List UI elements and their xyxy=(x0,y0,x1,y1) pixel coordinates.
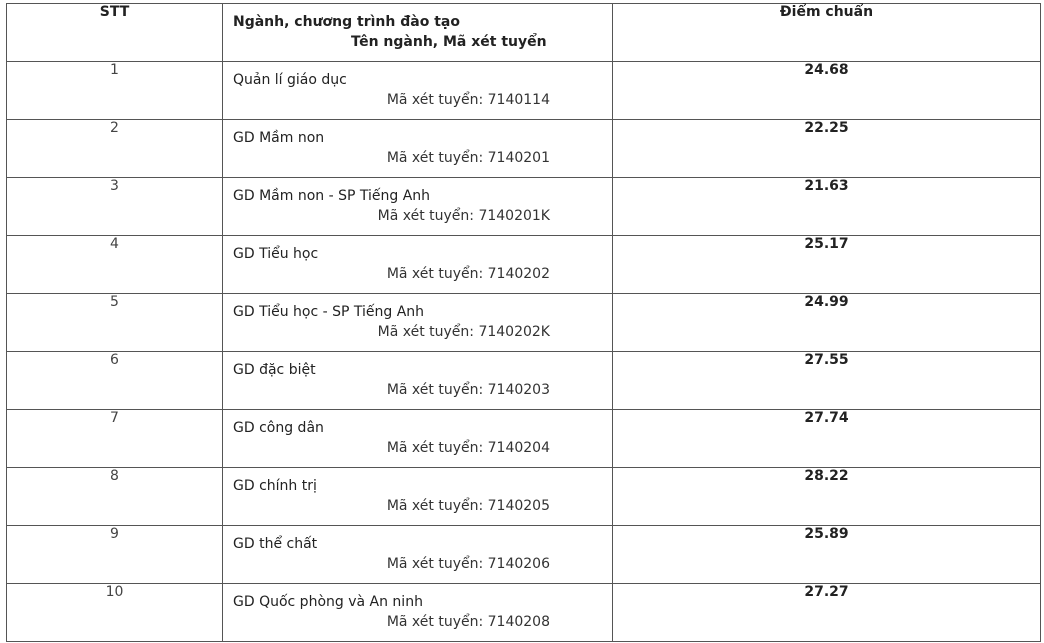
table-row xyxy=(7,410,1041,468)
stt-cell: 10 xyxy=(7,584,223,642)
table-row xyxy=(7,236,1041,294)
stt-cell: 3 xyxy=(7,178,223,236)
score-cell: 27.55 xyxy=(613,352,1041,410)
stt-cell: 7 xyxy=(7,410,223,468)
score-cell: 28.22 xyxy=(613,468,1041,526)
program-code: Mã xét tuyển: 7140202K xyxy=(377,324,550,340)
score-cell: 21.63 xyxy=(613,178,1041,236)
stt-cell: 4 xyxy=(7,236,223,294)
program-code: Mã xét tuyển: 7140203 xyxy=(386,382,550,398)
program-cell xyxy=(223,62,613,120)
score-cell: 25.17 xyxy=(613,236,1041,294)
score-column-header: Điểm chuẩn xyxy=(613,4,1041,62)
program-cell xyxy=(223,120,613,178)
program-header-line2: Tên ngành, Mã xét tuyển xyxy=(351,34,547,50)
program-name: GD chính trị xyxy=(233,478,317,494)
program-cell xyxy=(223,236,613,294)
score-cell: 24.68 xyxy=(613,62,1041,120)
table-row xyxy=(7,178,1041,236)
stt-cell: 8 xyxy=(7,468,223,526)
program-cell xyxy=(223,468,613,526)
program-cell xyxy=(223,410,613,468)
program-code: Mã xét tuyển: 7140205 xyxy=(386,498,550,514)
program-code: Mã xét tuyển: 7140208 xyxy=(386,614,550,630)
stt-cell: 1 xyxy=(7,62,223,120)
table-row xyxy=(7,584,1041,642)
program-cell xyxy=(223,352,613,410)
program-name: GD công dân xyxy=(233,420,324,436)
stt-cell: 9 xyxy=(7,526,223,584)
program-cell xyxy=(223,178,613,236)
program-name: GD Mầm non xyxy=(233,130,325,146)
table-row xyxy=(7,294,1041,352)
program-cell xyxy=(223,526,613,584)
score-cell: 27.74 xyxy=(613,410,1041,468)
program-code: Mã xét tuyển: 7140202 xyxy=(386,266,550,282)
program-cell xyxy=(223,584,613,642)
program-cell xyxy=(223,294,613,352)
table-row xyxy=(7,352,1041,410)
stt-cell: 6 xyxy=(7,352,223,410)
score-cell: 24.99 xyxy=(613,294,1041,352)
program-name: GD Tiểu học xyxy=(233,246,319,262)
program-name: GD đặc biệt xyxy=(233,362,316,378)
program-code: Mã xét tuyển: 7140114 xyxy=(386,92,550,108)
table-body xyxy=(7,62,1041,642)
table-row xyxy=(7,62,1041,120)
program-name: GD Quốc phòng và An ninh xyxy=(233,594,423,610)
program-code: Mã xét tuyển: 7140204 xyxy=(386,440,550,456)
table-row xyxy=(7,120,1041,178)
score-cell: 22.25 xyxy=(613,120,1041,178)
program-code: Mã xét tuyển: 7140201K xyxy=(377,208,550,224)
table-row xyxy=(7,468,1041,526)
admission-scores-table xyxy=(6,3,1041,642)
table-row xyxy=(7,526,1041,584)
program-name: Quản lí giáo dục xyxy=(233,72,347,88)
program-name: GD thể chất xyxy=(233,536,318,552)
program-name: GD Mầm non - SP Tiếng Anh xyxy=(233,188,431,204)
program-name: GD Tiểu học - SP Tiếng Anh xyxy=(233,304,425,320)
stt-cell: 2 xyxy=(7,120,223,178)
score-cell: 25.89 xyxy=(613,526,1041,584)
stt-cell: 5 xyxy=(7,294,223,352)
program-header-line1: Ngành, chương trình đào tạo xyxy=(233,14,460,30)
score-cell: 27.27 xyxy=(613,584,1041,642)
program-column-header xyxy=(223,4,613,62)
program-code: Mã xét tuyển: 7140201 xyxy=(386,150,550,166)
program-code: Mã xét tuyển: 7140206 xyxy=(386,556,550,572)
table-header-row xyxy=(7,4,1041,62)
stt-column-header: STT xyxy=(7,4,223,62)
